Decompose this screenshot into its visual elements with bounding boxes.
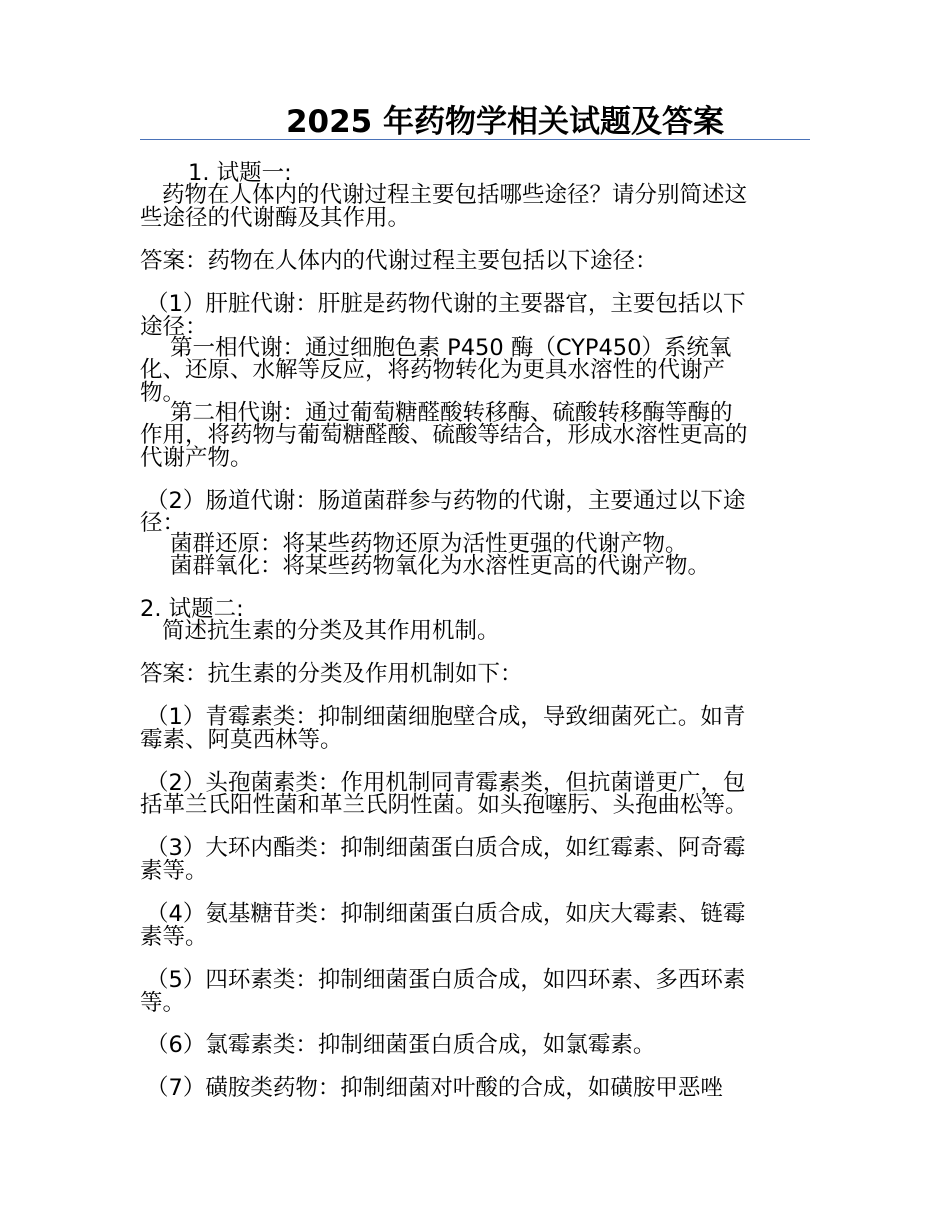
question-1-text-line-1: 药物在人体内的代谢过程主要包括哪些途径？请分别简述这 (162, 182, 748, 208)
question-2-text: 简述抗生素的分类及其作用机制。 (162, 618, 500, 644)
phase-1-line-1: 第一相代谢：通过细胞色素 P450 酶（CYP450）系统氧 (170, 335, 732, 361)
antibiotic-5-line-1: （5）四环素类：抑制细菌蛋白质合成，如四环素、多西环素 (146, 967, 746, 993)
antibiotic-5-line-2: 等。 (140, 990, 186, 1016)
antibiotic-3-line-1: （3）大环内酯类：抑制细菌蛋白质合成，如红霉素、阿奇霉 (146, 835, 746, 861)
question-1-text-line-2: 些途径的代谢酶及其作用。 (140, 205, 411, 231)
phase-2-line-2: 作用，将药物与葡萄糖醛酸、硫酸等结合，形成水溶性更高的 (140, 422, 748, 448)
antibiotic-1-line-1: （1）青霉素类：抑制细菌细胞壁合成，导致细菌死亡。如青 (146, 704, 746, 730)
flora-reduction-line: 菌群还原：将某些药物还原为活性更强的代谢产物。 (170, 531, 688, 557)
flora-oxidation-line: 菌群氧化：将某些药物氧化为水溶性更高的代谢产物。 (170, 553, 711, 579)
answer-1-item-1-line-1: （1）肝脏代谢：肝脏是药物代谢的主要器官，主要包括以下 (146, 291, 746, 317)
document-title: 2025 年药物学相关试题及答案 (285, 104, 725, 140)
title-underline (140, 139, 810, 140)
antibiotic-2-line-1: （2）头孢菌素类：作用机制同青霉素类，但抗菌谱更广，包 (146, 770, 746, 796)
phase-2-line-3: 代谢产物。 (140, 445, 253, 471)
antibiotic-1-line-2: 霉素、阿莫西林等。 (140, 727, 343, 753)
antibiotic-4-line-1: （4）氨基糖苷类：抑制细菌蛋白质合成，如庆大霉素、链霉 (146, 901, 746, 927)
question-1-heading: 1. 试题一: (188, 160, 292, 186)
antibiotic-7-line: （7）磺胺类药物：抑制细菌对叶酸的合成，如磺胺甲恶唑 (146, 1075, 723, 1101)
question-2-heading: 2. 试题二: (140, 596, 244, 622)
answer-1-item-2-line-2: 径： (140, 510, 186, 536)
antibiotic-2-line-2: 括革兰氏阳性菌和革兰氏阴性菌。如头孢噻肟、头孢曲松等。 (140, 792, 748, 818)
phase-2-line-1: 第二相代谢：通过葡萄糖醛酸转移酶、硫酸转移酶等酶的 (170, 400, 733, 426)
answer-2-intro: 答案：抗生素的分类及作用机制如下： (140, 661, 523, 687)
antibiotic-4-line-2: 素等。 (140, 924, 208, 950)
answer-1-intro: 答案：药物在人体内的代谢过程主要包括以下途径： (140, 248, 658, 274)
antibiotic-3-line-2: 素等。 (140, 858, 208, 884)
antibiotic-6-line: （6）氯霉素类：抑制细菌蛋白质合成，如氯霉素。 (146, 1032, 656, 1058)
answer-1-item-1-line-2: 途径： (140, 314, 208, 340)
answer-1-item-2-line-1: （2）肠道代谢：肠道菌群参与药物的代谢，主要通过以下途 (146, 488, 746, 514)
phase-1-line-2: 化、还原、水解等反应，将药物转化为更具水溶性的代谢产 (140, 357, 726, 383)
phase-1-line-3: 物。 (140, 380, 186, 406)
